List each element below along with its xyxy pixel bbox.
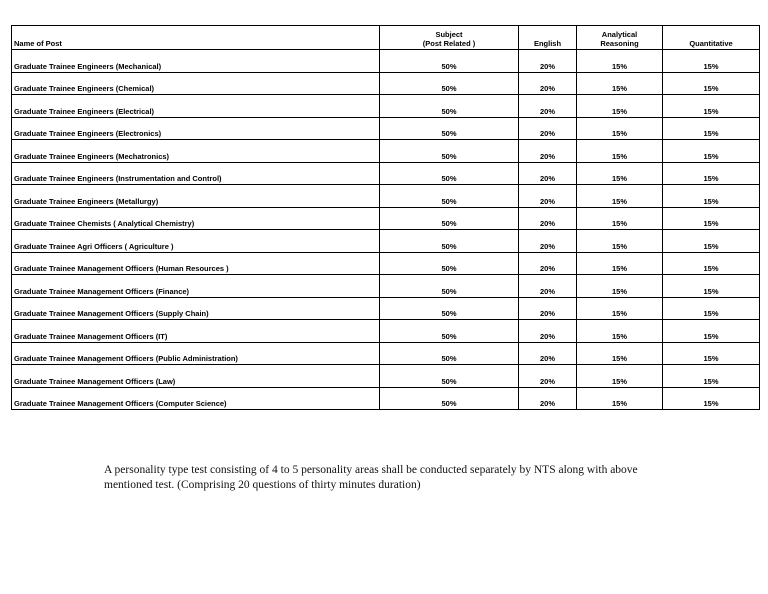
cell-post-name: Graduate Trainee Engineers (Instrumentation and Control) [12, 162, 380, 185]
cell-post-name: Graduate Trainee Agri Officers ( Agriculture ) [12, 230, 380, 253]
cell-quantitative: 15% [663, 50, 760, 73]
table-row [12, 365, 760, 388]
cell-english: 20% [519, 230, 577, 253]
cell-english: 20% [519, 252, 577, 275]
cell-english: 20% [519, 140, 577, 163]
personality-test-note [104, 463, 704, 493]
table-row [12, 297, 760, 320]
cell-quantitative: 15% [663, 140, 760, 163]
cell-english: 20% [519, 185, 577, 208]
cell-post-name: Graduate Trainee Chemists ( Analytical Chemistry) [12, 207, 380, 230]
header-subject [380, 26, 519, 50]
header-analytical-line1: Analytical [601, 30, 638, 39]
weightage-table-container [11, 25, 759, 410]
header-quantitative: Quantitative [663, 26, 760, 50]
header-analytical [577, 26, 663, 50]
cell-analytical: 15% [577, 162, 663, 185]
cell-analytical: 15% [577, 365, 663, 388]
cell-subject: 50% [380, 140, 519, 163]
cell-english: 20% [519, 342, 577, 365]
cell-post-name: Graduate Trainee Management Officers (Finance) [12, 275, 380, 298]
cell-post-name: Graduate Trainee Management Officers (Public Administration) [12, 342, 380, 365]
table-row [12, 207, 760, 230]
table-row [12, 185, 760, 208]
cell-quantitative: 15% [663, 185, 760, 208]
cell-post-name: Graduate Trainee Engineers (Metallurgy) [12, 185, 380, 208]
header-analytical-line2: Reasoning [600, 39, 639, 48]
cell-subject: 50% [380, 117, 519, 140]
cell-analytical: 15% [577, 387, 663, 410]
cell-english: 20% [519, 365, 577, 388]
cell-analytical: 15% [577, 275, 663, 298]
cell-quantitative: 15% [663, 320, 760, 343]
cell-subject: 50% [380, 72, 519, 95]
table-row [12, 342, 760, 365]
header-subject-line1: Subject [435, 30, 463, 39]
cell-quantitative: 15% [663, 230, 760, 253]
cell-post-name: Graduate Trainee Engineers (Electronics) [12, 117, 380, 140]
cell-post-name: Graduate Trainee Engineers (Mechatronics) [12, 140, 380, 163]
cell-english: 20% [519, 95, 577, 118]
cell-quantitative: 15% [663, 365, 760, 388]
cell-post-name: Graduate Trainee Engineers (Mechanical) [12, 50, 380, 73]
cell-quantitative: 15% [663, 72, 760, 95]
cell-analytical: 15% [577, 230, 663, 253]
table-row [12, 140, 760, 163]
table-body [12, 50, 760, 410]
cell-subject: 50% [380, 365, 519, 388]
cell-english: 20% [519, 320, 577, 343]
cell-english: 20% [519, 50, 577, 73]
cell-subject: 50% [380, 230, 519, 253]
table-row [12, 387, 760, 410]
cell-subject: 50% [380, 252, 519, 275]
cell-post-name: Graduate Trainee Management Officers (IT) [12, 320, 380, 343]
cell-quantitative: 15% [663, 387, 760, 410]
header-name-of-post: Name of Post [12, 26, 380, 50]
cell-english: 20% [519, 297, 577, 320]
cell-analytical: 15% [577, 117, 663, 140]
cell-post-name: Graduate Trainee Engineers (Electrical) [12, 95, 380, 118]
cell-analytical: 15% [577, 95, 663, 118]
cell-analytical: 15% [577, 297, 663, 320]
table-row [12, 72, 760, 95]
cell-english: 20% [519, 162, 577, 185]
header-subject-line2: (Post Related ) [422, 39, 476, 48]
table-row [12, 162, 760, 185]
cell-quantitative: 15% [663, 342, 760, 365]
cell-post-name: Graduate Trainee Management Officers (Computer Science) [12, 387, 380, 410]
table-row [12, 95, 760, 118]
cell-english: 20% [519, 275, 577, 298]
table-row [12, 117, 760, 140]
cell-post-name: Graduate Trainee Management Officers (Human Resources ) [12, 252, 380, 275]
table-row [12, 252, 760, 275]
cell-analytical: 15% [577, 320, 663, 343]
cell-subject: 50% [380, 320, 519, 343]
cell-quantitative: 15% [663, 275, 760, 298]
cell-subject: 50% [380, 342, 519, 365]
cell-english: 20% [519, 72, 577, 95]
cell-subject: 50% [380, 297, 519, 320]
cell-quantitative: 15% [663, 95, 760, 118]
table-row [12, 50, 760, 73]
cell-analytical: 15% [577, 342, 663, 365]
cell-subject: 50% [380, 162, 519, 185]
note-line-2: mentioned test. (Comprising 20 questions of thirty minutes duration) [104, 479, 421, 491]
cell-analytical: 15% [577, 72, 663, 95]
table-header-row [12, 26, 760, 50]
table-row [12, 275, 760, 298]
cell-subject: 50% [380, 95, 519, 118]
cell-post-name: Graduate Trainee Management Officers (Law) [12, 365, 380, 388]
weightage-table [11, 25, 760, 410]
cell-quantitative: 15% [663, 162, 760, 185]
note-line-1: A personality type test consisting of 4 to 5 personality areas shall be conducted separately by NTS along with above [104, 464, 638, 476]
cell-analytical: 15% [577, 185, 663, 208]
cell-quantitative: 15% [663, 252, 760, 275]
cell-quantitative: 15% [663, 117, 760, 140]
cell-quantitative: 15% [663, 207, 760, 230]
cell-analytical: 15% [577, 50, 663, 73]
cell-subject: 50% [380, 50, 519, 73]
cell-english: 20% [519, 207, 577, 230]
cell-subject: 50% [380, 387, 519, 410]
cell-subject: 50% [380, 275, 519, 298]
cell-analytical: 15% [577, 207, 663, 230]
cell-english: 20% [519, 387, 577, 410]
cell-post-name: Graduate Trainee Engineers (Chemical) [12, 72, 380, 95]
table-row [12, 230, 760, 253]
cell-analytical: 15% [577, 252, 663, 275]
cell-english: 20% [519, 117, 577, 140]
cell-analytical: 15% [577, 140, 663, 163]
header-english: English [519, 26, 577, 50]
cell-subject: 50% [380, 207, 519, 230]
table-row [12, 320, 760, 343]
cell-post-name: Graduate Trainee Management Officers (Supply Chain) [12, 297, 380, 320]
cell-subject: 50% [380, 185, 519, 208]
cell-quantitative: 15% [663, 297, 760, 320]
